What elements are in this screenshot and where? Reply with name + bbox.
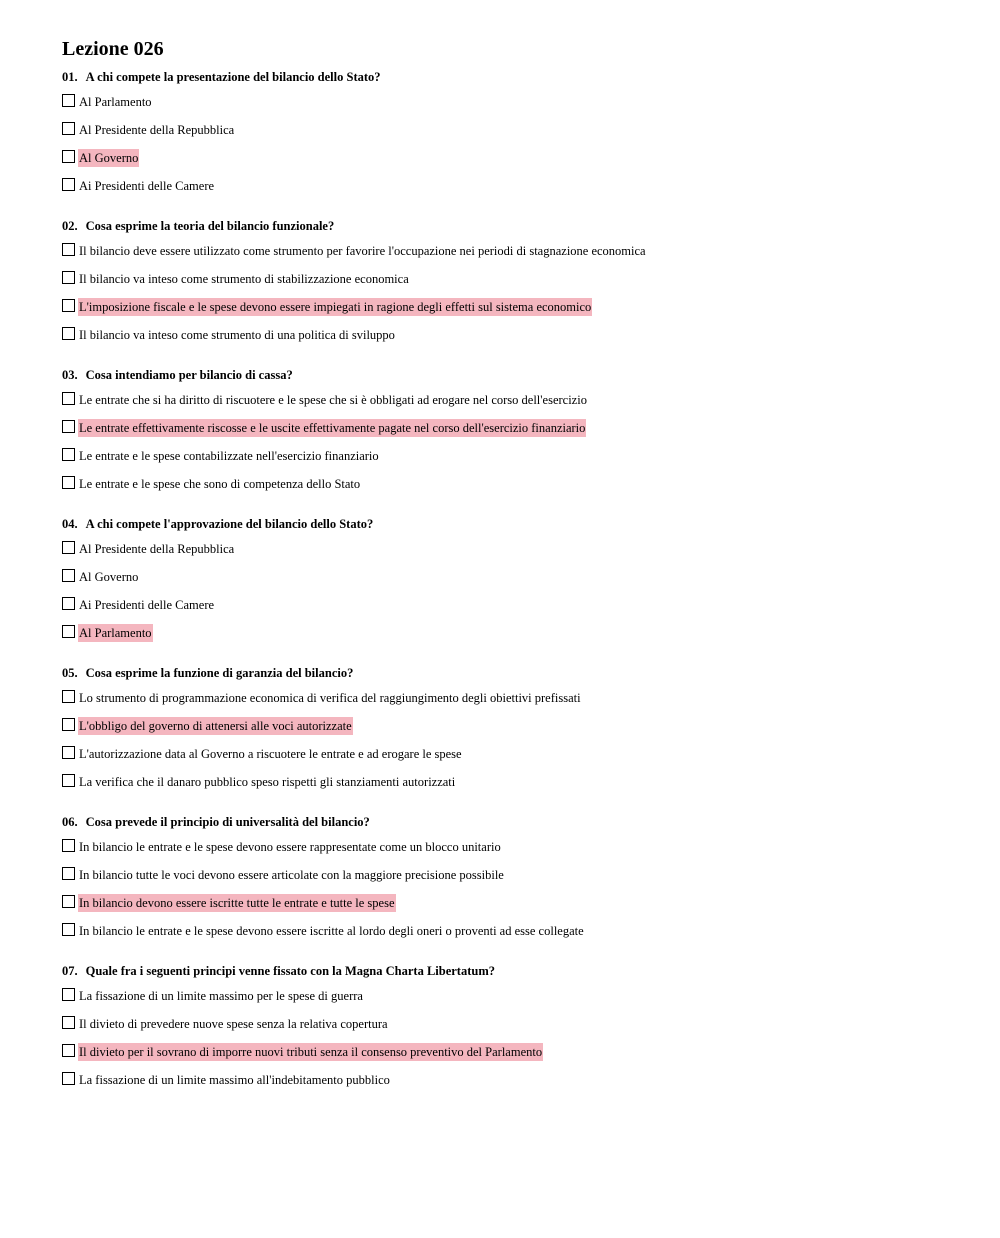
answer-option[interactable] xyxy=(62,568,962,596)
question-list xyxy=(62,67,962,1099)
answer-label: Al Presidente della Repubblica xyxy=(79,123,235,137)
answer-label: La fissazione di un limite massimo all'indebitamento pubblico xyxy=(79,1073,390,1087)
answer-option[interactable] xyxy=(62,838,962,866)
answer-label: Il bilancio deve essere utilizzato come strumento per favorire l'occupazione nei periodi di stagnazione economica xyxy=(79,244,646,258)
page-title: Lezione 026 xyxy=(62,38,164,60)
checkbox[interactable] xyxy=(62,867,75,880)
answer-label: In bilancio tutte le voci devono essere articolate con la maggiore precisione possibile xyxy=(79,868,504,882)
answer-option[interactable] xyxy=(62,121,962,149)
answer-label: Le entrate che si ha diritto di riscuotere e le spese che si è obbligati ad erogare nel corso dell'esercizio xyxy=(79,393,587,407)
question-number: 01. xyxy=(62,70,78,84)
question-header xyxy=(62,67,962,87)
answer-option[interactable] xyxy=(62,93,962,121)
answer-option[interactable] xyxy=(62,177,962,205)
question-text: A chi compete l'approvazione del bilancio dello Stato? xyxy=(85,517,374,531)
checkbox[interactable] xyxy=(62,448,75,461)
question-6 xyxy=(62,812,962,950)
checkbox[interactable] xyxy=(62,597,75,610)
question-text: Cosa prevede il principio di universalità del bilancio? xyxy=(85,815,370,829)
answer-option[interactable] xyxy=(62,298,962,326)
answer-label: Il bilancio va inteso come strumento di stabilizzazione economica xyxy=(79,272,409,286)
checkbox[interactable] xyxy=(62,150,75,163)
checkbox[interactable] xyxy=(62,895,75,908)
answer-option[interactable] xyxy=(62,1015,962,1043)
checkbox[interactable] xyxy=(62,420,75,433)
checkbox[interactable] xyxy=(62,988,75,1001)
question-4 xyxy=(62,514,962,652)
question-number: 03. xyxy=(62,368,78,382)
answer-option[interactable] xyxy=(62,894,962,922)
checkbox[interactable] xyxy=(62,327,75,340)
answer-label: La verifica che il danaro pubblico speso rispetti gli stanziamenti autorizzati xyxy=(79,775,456,789)
answer-label-correct: Al Governo xyxy=(79,151,139,165)
answer-label: L'autorizzazione data al Governo a riscuotere le entrate e ad erogare le spese xyxy=(79,747,462,761)
answer-label-correct: Il divieto per il sovrano di imporre nuovi tributi senza il consenso preventivo del Parlamento xyxy=(79,1045,543,1059)
checkbox[interactable] xyxy=(62,1016,75,1029)
checkbox[interactable] xyxy=(62,1044,75,1057)
answer-option[interactable] xyxy=(62,475,962,503)
question-5 xyxy=(62,663,962,801)
answer-option[interactable] xyxy=(62,540,962,568)
answer-label: Ai Presidenti delle Camere xyxy=(79,598,215,612)
answer-label: In bilancio le entrate e le spese devono essere iscritte al lordo degli oneri o proventi ad esse collegate xyxy=(79,924,584,938)
answer-option[interactable] xyxy=(62,270,962,298)
answer-label-correct: Le entrate effettivamente riscosse e le uscite effettivamente pagate nel corso dell'esercizio finanziario xyxy=(79,421,586,435)
question-7 xyxy=(62,961,962,1099)
question-header xyxy=(62,216,962,236)
answer-label-correct: L'imposizione fiscale e le spese devono essere impiegati in ragione degli effetti sul sistema economico xyxy=(79,300,592,314)
question-text: A chi compete la presentazione del bilancio dello Stato? xyxy=(85,70,381,84)
question-text: Cosa intendiamo per bilancio di cassa? xyxy=(85,368,293,382)
checkbox[interactable] xyxy=(62,392,75,405)
checkbox[interactable] xyxy=(62,746,75,759)
answer-label: In bilancio le entrate e le spese devono essere rappresentate come un blocco unitario xyxy=(79,840,501,854)
checkbox[interactable] xyxy=(62,122,75,135)
checkbox[interactable] xyxy=(62,299,75,312)
answer-option[interactable] xyxy=(62,149,962,177)
question-text: Cosa esprime la funzione di garanzia del bilancio? xyxy=(85,666,354,680)
question-header xyxy=(62,961,962,981)
question-number: 05. xyxy=(62,666,78,680)
answer-label: Il bilancio va inteso come strumento di una politica di sviluppo xyxy=(79,328,395,342)
checkbox[interactable] xyxy=(62,718,75,731)
answer-option[interactable] xyxy=(62,922,962,950)
answer-option[interactable] xyxy=(62,717,962,745)
question-header xyxy=(62,812,962,832)
answer-option[interactable] xyxy=(62,447,962,475)
question-number: 04. xyxy=(62,517,78,531)
answer-option[interactable] xyxy=(62,391,962,419)
checkbox[interactable] xyxy=(62,774,75,787)
checkbox[interactable] xyxy=(62,923,75,936)
answer-label: La fissazione di un limite massimo per le spese di guerra xyxy=(79,989,363,1003)
checkbox[interactable] xyxy=(62,1072,75,1085)
checkbox[interactable] xyxy=(62,625,75,638)
answer-option[interactable] xyxy=(62,624,962,652)
answer-label: Al Governo xyxy=(79,570,139,584)
question-1 xyxy=(62,67,962,205)
checkbox[interactable] xyxy=(62,271,75,284)
answer-label: Le entrate e le spese che sono di competenza dello Stato xyxy=(79,477,361,491)
answer-option[interactable] xyxy=(62,773,962,801)
answer-option[interactable] xyxy=(62,1043,962,1071)
answer-label: Al Presidente della Repubblica xyxy=(79,542,235,556)
answer-label-correct: Al Parlamento xyxy=(79,626,152,640)
question-number: 02. xyxy=(62,219,78,233)
checkbox[interactable] xyxy=(62,94,75,107)
question-text: Quale fra i seguenti principi venne fissato con la Magna Charta Libertatum? xyxy=(85,964,495,978)
answer-label-correct: L'obbligo del governo di attenersi alle voci autorizzate xyxy=(79,719,352,733)
answer-option[interactable] xyxy=(62,419,962,447)
answer-option[interactable] xyxy=(62,745,962,773)
answer-label: Ai Presidenti delle Camere xyxy=(79,179,215,193)
answer-option[interactable] xyxy=(62,987,962,1015)
checkbox[interactable] xyxy=(62,476,75,489)
question-number: 07. xyxy=(62,964,78,978)
quiz-page xyxy=(62,36,962,1110)
answer-label: Le entrate e le spese contabilizzate nell'esercizio finanziario xyxy=(79,449,379,463)
question-3 xyxy=(62,365,962,503)
checkbox[interactable] xyxy=(62,541,75,554)
answer-option[interactable] xyxy=(62,689,962,717)
question-2 xyxy=(62,216,962,354)
answer-option[interactable] xyxy=(62,596,962,624)
question-number: 06. xyxy=(62,815,78,829)
answer-label-correct: In bilancio devono essere iscritte tutte le entrate e tutte le spese xyxy=(79,896,395,910)
answer-label: Lo strumento di programmazione economica di verifica del raggiungimento degli obiettivi prefissati xyxy=(79,691,581,705)
checkbox[interactable] xyxy=(62,243,75,256)
answer-label: Al Parlamento xyxy=(79,95,152,109)
checkbox[interactable] xyxy=(62,839,75,852)
answer-option[interactable] xyxy=(62,866,962,894)
checkbox[interactable] xyxy=(62,690,75,703)
question-header xyxy=(62,365,962,385)
checkbox[interactable] xyxy=(62,569,75,582)
answer-label: Il divieto di prevedere nuove spese senza la relativa copertura xyxy=(79,1017,388,1031)
checkbox[interactable] xyxy=(62,178,75,191)
answer-option[interactable] xyxy=(62,1071,962,1099)
question-header xyxy=(62,663,962,683)
answer-option[interactable] xyxy=(62,326,962,354)
question-header xyxy=(62,514,962,534)
question-text: Cosa esprime la teoria del bilancio funzionale? xyxy=(85,219,335,233)
answer-option[interactable] xyxy=(62,242,962,270)
